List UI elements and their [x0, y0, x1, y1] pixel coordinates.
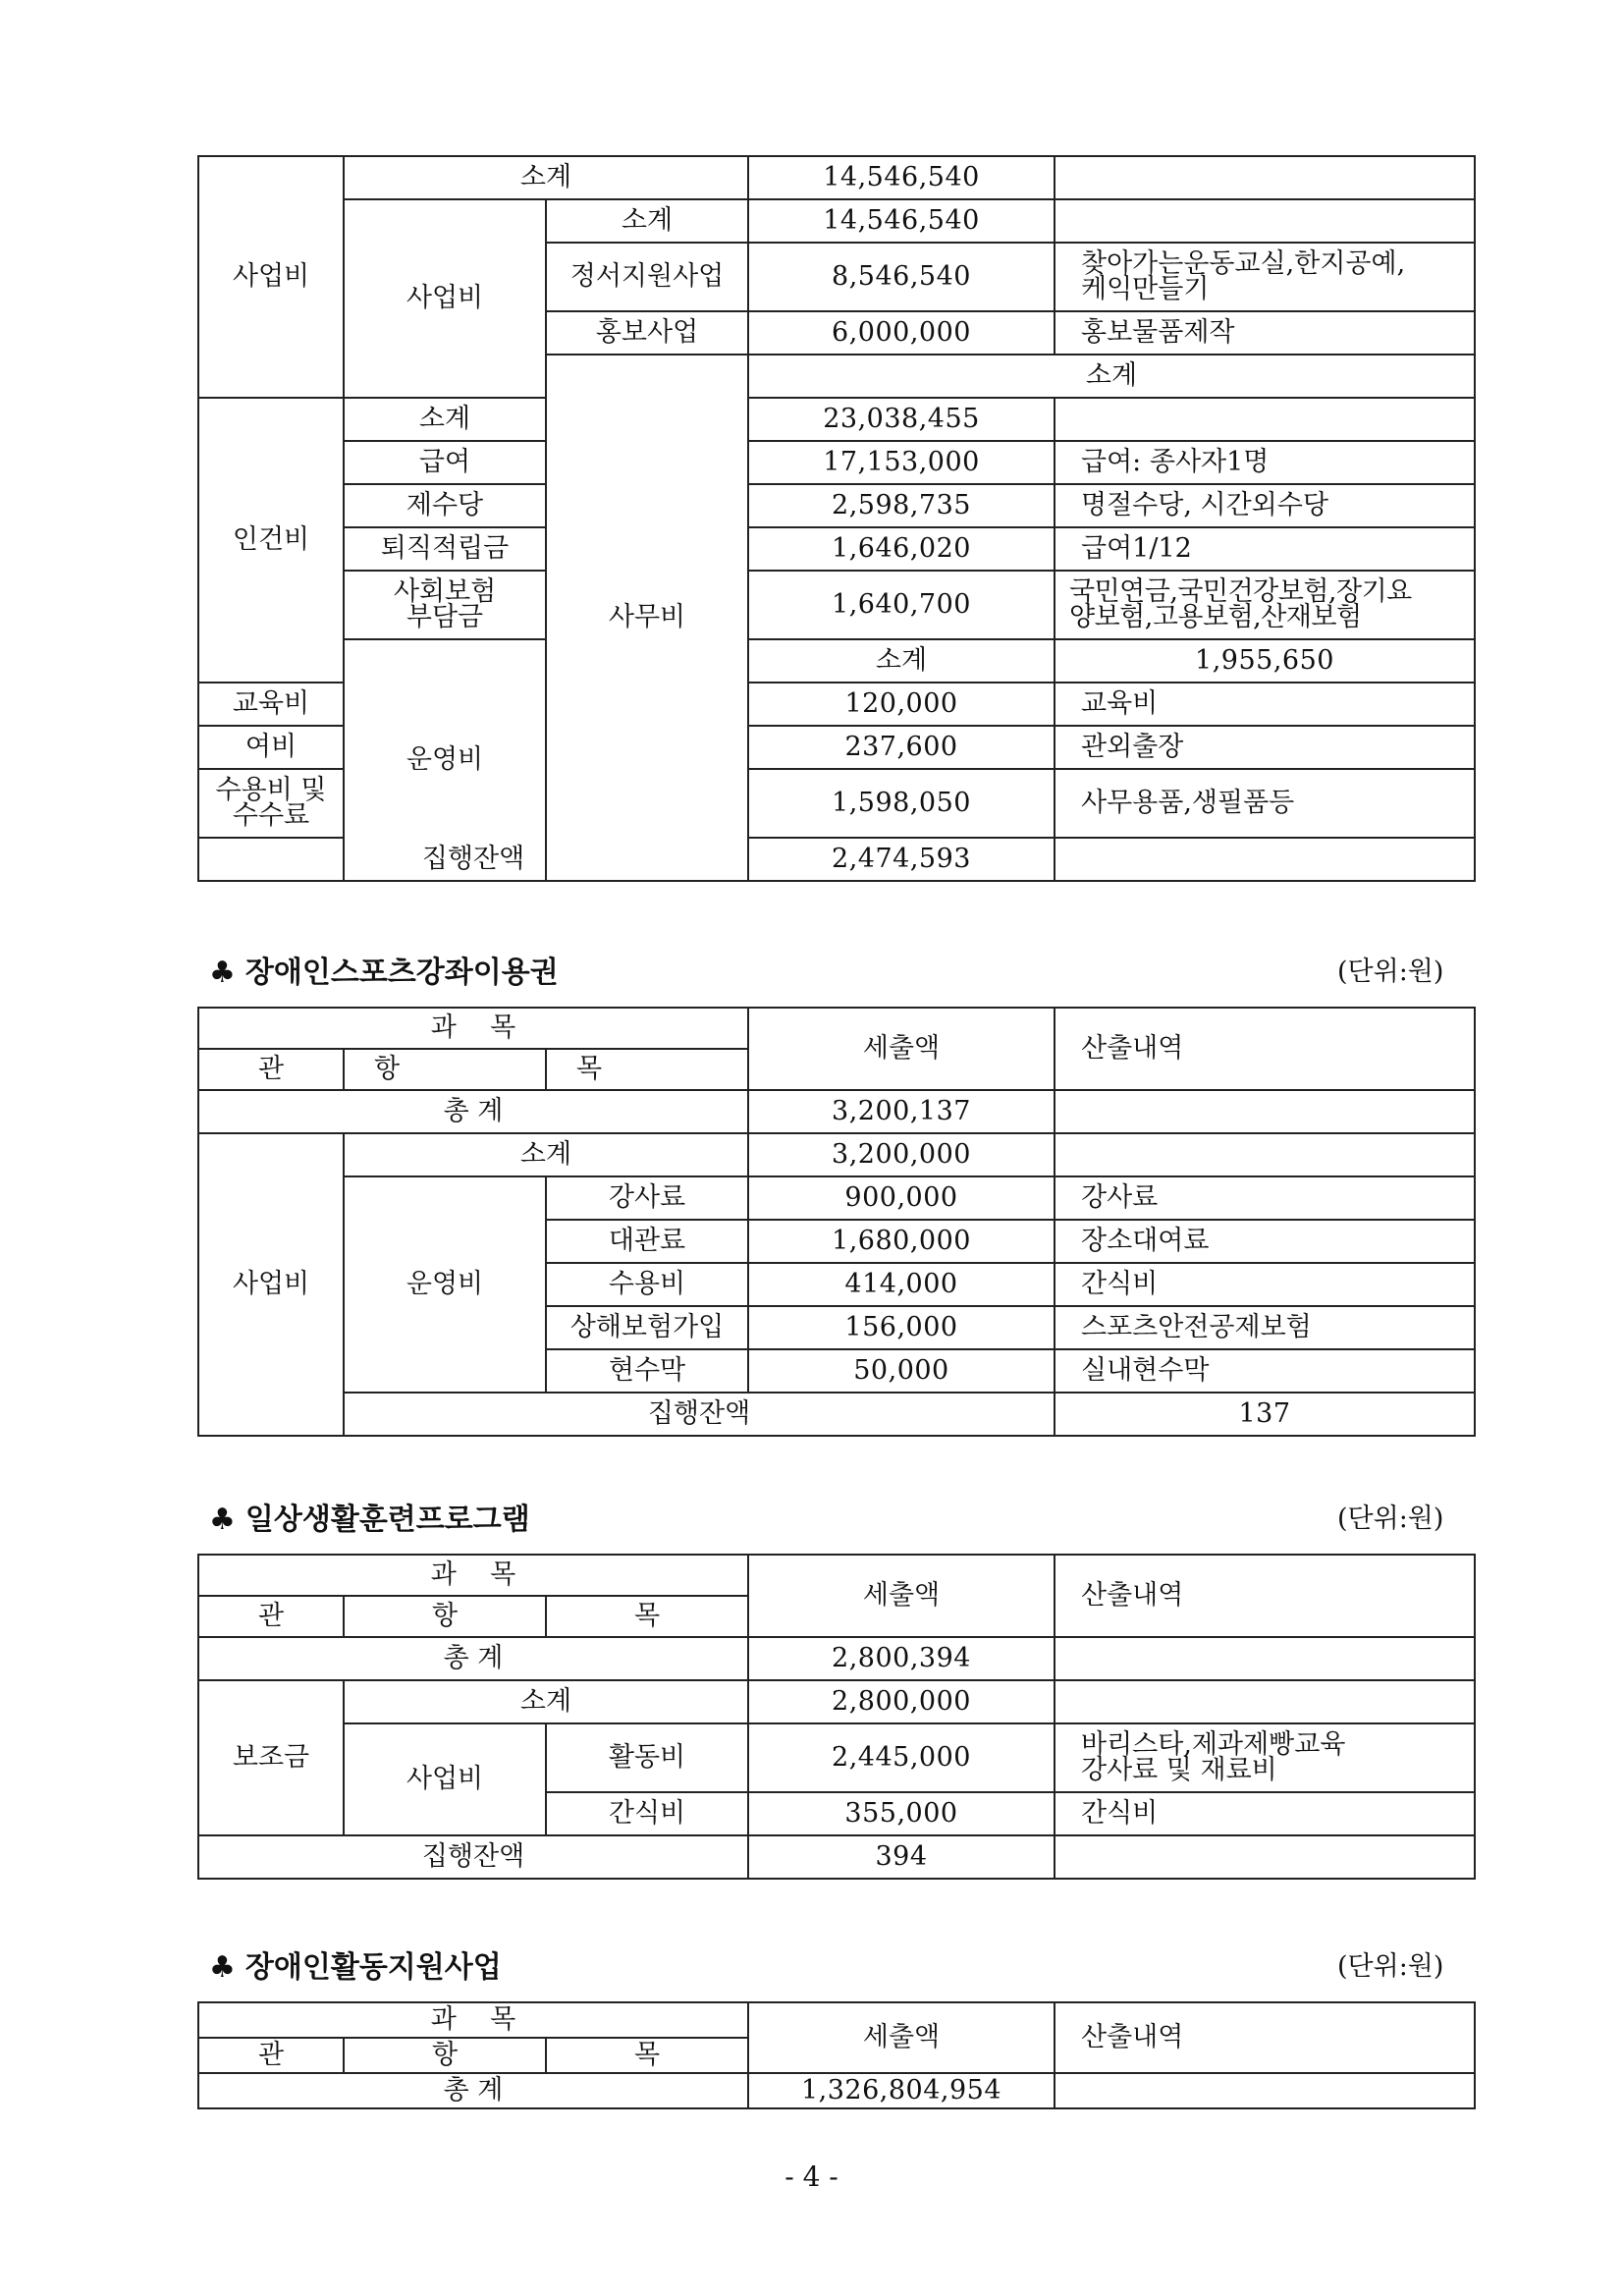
- row-desc: 스포츠안전공제보험: [1055, 1306, 1475, 1349]
- row-label: 현수막: [546, 1349, 748, 1393]
- row-desc: 국민연금,국민건강보험,장기요 양보험,고용보험,산재보험: [1055, 571, 1475, 639]
- subgroup-operation: 운영비: [344, 639, 546, 881]
- row-label: 홍보사업: [546, 311, 748, 355]
- row-amount: 2,598,735: [748, 484, 1055, 527]
- row-desc: 간식비: [1055, 1263, 1475, 1306]
- subject-header: 과 목: [198, 2002, 748, 2038]
- row-label: 활동비: [546, 1723, 748, 1792]
- row-label: 소계: [546, 199, 748, 243]
- row-desc: 교육비: [1055, 683, 1475, 726]
- row-desc: 급여1/12: [1055, 527, 1475, 571]
- row-amount: 23,038,455: [748, 398, 1055, 441]
- expense-header: 세출액: [748, 1008, 1055, 1090]
- row-desc: 급여: 종사자1명: [1055, 441, 1475, 484]
- unit-label: (단위:원): [1337, 1951, 1444, 1982]
- gwan-header: 관: [198, 2038, 344, 2073]
- row-label: 대관료: [546, 1220, 748, 1263]
- hang-header: 항: [344, 2038, 546, 2073]
- row-label: 사회보험 부담금: [344, 571, 546, 639]
- row-desc: [1055, 1133, 1475, 1176]
- budget-table-2: [197, 1007, 1476, 1437]
- club-icon: ♣: [209, 956, 236, 990]
- row-amount: 156,000: [748, 1306, 1055, 1349]
- balance-label: 집행잔액: [344, 1393, 1055, 1436]
- row-amount: 8,546,540: [748, 243, 1055, 311]
- row-amount: 414,000: [748, 1263, 1055, 1306]
- group-office: 사무비: [546, 355, 748, 881]
- row-desc: 간식비: [1055, 1792, 1475, 1835]
- row-amount: 900,000: [748, 1176, 1055, 1220]
- row-amount: 3,200,000: [748, 1133, 1055, 1176]
- row-label: 교육비: [198, 683, 344, 726]
- total-label: 총 계: [198, 2073, 748, 2108]
- row-desc: 홍보물품제작: [1055, 311, 1475, 355]
- budget-table-3: [197, 1554, 1476, 1880]
- row-label: 소계: [344, 398, 546, 441]
- row-amount: 14,546,540: [748, 199, 1055, 243]
- row-amount: 1,640,700: [748, 571, 1055, 639]
- row-amount: 1,955,650: [1055, 639, 1475, 683]
- balance-label: 집행잔액: [198, 838, 748, 881]
- mok-header: 목: [546, 1049, 748, 1090]
- row-desc: 명절수당, 시간외수당: [1055, 484, 1475, 527]
- group-subsidy: 보조금: [198, 1680, 344, 1835]
- subgroup-personnel: 인건비: [198, 398, 344, 683]
- row-desc: [1055, 1637, 1475, 1680]
- row-label: 소계: [344, 1680, 748, 1723]
- row-label: 수용비: [546, 1263, 748, 1306]
- balance-amount: 2,474,593: [748, 838, 1055, 881]
- mok-header: 목: [546, 1596, 748, 1637]
- row-amount: 2,445,000: [748, 1723, 1055, 1792]
- row-desc: 사무용품,생필품등: [1055, 769, 1475, 838]
- row-label: 강사료: [546, 1176, 748, 1220]
- row-label: 퇴직적립금: [344, 527, 546, 571]
- budget-table-4: [197, 2001, 1476, 2109]
- row-desc: 바리스타,제과제빵교육 강사료 및 재료비: [1055, 1723, 1475, 1792]
- section-title: ♣ 장애인스포츠강좌이용권: [209, 956, 559, 990]
- subject-header: 과 목: [198, 1555, 748, 1596]
- row-amount: 17,153,000: [748, 441, 1055, 484]
- balance-label: 집행잔액: [198, 1835, 748, 1879]
- row-amount: 237,600: [748, 726, 1055, 769]
- row-label: 소계: [748, 355, 1475, 398]
- subgroup-business: 사업비: [344, 1723, 546, 1835]
- row-amount: 6,000,000: [748, 311, 1055, 355]
- unit-label: (단위:원): [1337, 957, 1444, 987]
- row-amount: 120,000: [748, 683, 1055, 726]
- mok-header: 목: [546, 2038, 748, 2073]
- row-label: 제수당: [344, 484, 546, 527]
- expense-header: 세출액: [748, 2002, 1055, 2073]
- row-label: 소계: [344, 1133, 748, 1176]
- hang-header: 항: [344, 1596, 546, 1637]
- total-amount: 1,326,804,954: [748, 2073, 1055, 2108]
- row-label: 소계: [748, 639, 1055, 683]
- total-label: 총 계: [198, 1637, 748, 1680]
- row-desc: [1055, 156, 1475, 199]
- row-label: 정서지원사업: [546, 243, 748, 311]
- row-amount: 1,680,000: [748, 1220, 1055, 1263]
- row-label: 소계: [344, 156, 748, 199]
- section-title: ♣ 일상생활훈련프로그램: [209, 1503, 530, 1537]
- club-icon: ♣: [209, 1950, 236, 1985]
- row-desc: 강사료: [1055, 1176, 1475, 1220]
- total-amount: 2,800,394: [748, 1637, 1055, 1680]
- row-amount: 1,598,050: [748, 769, 1055, 838]
- row-desc: 실내현수막: [1055, 1349, 1475, 1393]
- subgroup-operation: 운영비: [344, 1176, 546, 1393]
- row-label: 수용비 및 수수료: [198, 769, 344, 838]
- hang-header: 항: [344, 1049, 546, 1090]
- subgroup-business: 사업비: [344, 199, 546, 398]
- row-label: 간식비: [546, 1792, 748, 1835]
- club-icon: ♣: [209, 1503, 236, 1537]
- row-desc: [1055, 398, 1475, 441]
- budget-table-1: [197, 155, 1476, 882]
- group-business: 사업비: [198, 1133, 344, 1436]
- row-desc: [1055, 2073, 1475, 2108]
- total-label: 총 계: [198, 1090, 748, 1133]
- row-amount: 2,800,000: [748, 1680, 1055, 1723]
- row-desc: [1055, 199, 1475, 243]
- page-number: - 4 -: [784, 2160, 839, 2193]
- balance-amount: 137: [1055, 1393, 1475, 1436]
- row-label: 급여: [344, 441, 546, 484]
- row-desc: 장소대여료: [1055, 1220, 1475, 1263]
- calc-header: 산출내역: [1055, 1008, 1475, 1090]
- row-desc: [1055, 1680, 1475, 1723]
- gwan-header: 관: [198, 1049, 344, 1090]
- gwan-header: 관: [198, 1596, 344, 1637]
- total-amount: 3,200,137: [748, 1090, 1055, 1133]
- expense-header: 세출액: [748, 1555, 1055, 1637]
- calc-header: 산출내역: [1055, 2002, 1475, 2073]
- unit-label: (단위:원): [1337, 1503, 1444, 1534]
- row-amount: 1,646,020: [748, 527, 1055, 571]
- row-desc: 관외출장: [1055, 726, 1475, 769]
- row-amount: 50,000: [748, 1349, 1055, 1393]
- row-label: 여비: [198, 726, 344, 769]
- row-desc: 찾아가는운동교실,한지공예, 케익만들기: [1055, 243, 1475, 311]
- calc-header: 산출내역: [1055, 1555, 1475, 1637]
- row-amount: 355,000: [748, 1792, 1055, 1835]
- row-desc: [1055, 1090, 1475, 1133]
- row-amount: 14,546,540: [748, 156, 1055, 199]
- row-label: 상해보험가입: [546, 1306, 748, 1349]
- balance-amount: 394: [748, 1835, 1055, 1879]
- subject-header: 과 목: [198, 1008, 748, 1049]
- group-business: 사업비: [198, 156, 344, 398]
- section-title: ♣ 장애인활동지원사업: [209, 1950, 502, 1985]
- row-desc: [1055, 1835, 1475, 1879]
- row-desc: [1055, 838, 1475, 881]
